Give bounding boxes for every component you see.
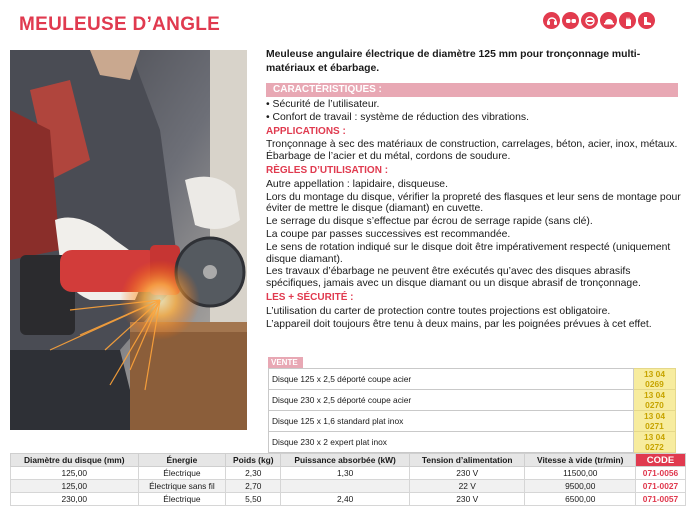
specs-cell: Électrique sans fil	[138, 480, 226, 493]
specs-code-cell: 071-0057	[636, 493, 686, 506]
applications-heading: APPLICATIONS :	[266, 125, 346, 137]
safety-heading: LES + SÉCURITÉ :	[266, 291, 354, 303]
vente-item-label: Disque 125 x 1,6 standard plat inox	[269, 411, 634, 432]
rule-paragraph: La coupe par passes successives est recommandée.	[266, 228, 511, 240]
specs-cell: 230 V	[409, 493, 525, 506]
specs-header-row	[11, 454, 686, 467]
specs-cell: 2,70	[226, 480, 281, 493]
rule-paragraph: Le sens de rotation indiqué sur le disque doit être impérativement respecté (uniquement disque diamant).	[266, 241, 671, 265]
vente-item-code: 13 04 0270	[634, 390, 676, 411]
product-photo	[10, 50, 247, 430]
helmet-icon	[600, 12, 617, 29]
product-details	[266, 99, 686, 331]
vente-item-label: Disque 230 x 2 expert plat inox	[269, 432, 634, 453]
goggles-icon	[562, 12, 579, 29]
characteristic-item: • Confort de travail : système de réduction des vibrations.	[266, 111, 529, 123]
vente-item-label: Disque 125 x 2,5 déporté coupe acier	[269, 369, 634, 390]
vente-label: VENTE	[268, 357, 303, 368]
rule-paragraph: Lors du montage du disque, vérifier la propreté des flasques et leur sens de montage pour éviter de mettre le disque (diamant) en cuvette.	[266, 191, 681, 215]
table-row	[11, 467, 686, 480]
specs-cell: 2,30	[226, 467, 281, 480]
specs-cell: 125,00	[11, 480, 139, 493]
specs-cell: Électrique	[138, 467, 226, 480]
safety-paragraph: L’appareil doit toujours être tenu à deux mains, par les poignées prévues à cet effet.	[266, 318, 652, 330]
safety-paragraph: L’utilisation du carter de protection contre toutes projections est obligatoire.	[266, 305, 611, 317]
ear-protection-icon	[543, 12, 560, 29]
rule-paragraph: Les travaux d’ébarbage ne peuvent être exécutés qu’avec des disques abrasifs spécifiques, jamais avec un disque diamant ou un disque abrasif de tronçonnage.	[266, 266, 641, 290]
specs-cell: 5,50	[226, 493, 281, 506]
specs-header-voltage: Tension d’alimentation	[409, 454, 525, 467]
rule-paragraph: Le serrage du disque s’effectue par écrou de serrage rapide (sans clé).	[266, 216, 593, 228]
specs-cell: 125,00	[11, 467, 139, 480]
vente-item-code: 13 04 0272	[634, 432, 676, 453]
vente-item-code: 13 04 0271	[634, 411, 676, 432]
page-title: MEULEUSE D’ANGLE	[19, 14, 221, 35]
specs-header-speed: Vitesse à vide (tr/min)	[525, 454, 636, 467]
face-shield-icon	[581, 12, 598, 29]
vente-row	[269, 432, 676, 453]
vente-row	[269, 411, 676, 432]
vente-table	[268, 368, 676, 453]
vente-row	[269, 369, 676, 390]
specs-code-cell: 071-0056	[636, 467, 686, 480]
vente-row	[269, 390, 676, 411]
gloves-icon	[619, 12, 636, 29]
characteristics-heading: CARACTÉRISTIQUES :	[266, 83, 678, 97]
product-description: Meuleuse angulaire électrique de diamètre 125 mm pour tronçonnage multi-matériaux et ébarbage.	[266, 49, 641, 74]
rules-heading: RÈGLES D’UTILISATION :	[266, 164, 389, 176]
table-row	[11, 480, 686, 493]
applications-text: Tronçonnage à sec des matériaux de construction, carrelages, béton, acier, inox, métaux. Ébarbage de l’acier et du métal, cordons de soudure.	[266, 139, 678, 163]
specs-code-cell: 071-0027	[636, 480, 686, 493]
specs-cell: 11500,00	[525, 467, 636, 480]
specs-cell: 230 V	[409, 467, 525, 480]
characteristic-item: • Sécurité de l’utilisateur.	[266, 99, 380, 110]
specs-cell: 2,40	[281, 493, 410, 506]
table-row	[11, 493, 686, 506]
specs-cell: 6500,00	[525, 493, 636, 506]
ppe-icons	[543, 12, 655, 29]
specs-header-power: Puissance absorbée (kW)	[281, 454, 410, 467]
specs-header-diameter: Diamètre du disque (mm)	[11, 454, 139, 467]
specs-cell: 1,30	[281, 467, 410, 480]
specs-header-energy: Énergie	[138, 454, 226, 467]
vente-item-label: Disque 230 x 2,5 déporté coupe acier	[269, 390, 634, 411]
specs-table	[10, 453, 686, 506]
specs-cell: Électrique	[138, 493, 226, 506]
vente-item-code: 13 04 0269	[634, 369, 676, 390]
specs-cell	[281, 480, 410, 493]
specs-cell: 22 V	[409, 480, 525, 493]
specs-cell: 230,00	[11, 493, 139, 506]
rule-paragraph: Autre appellation : lapidaire, disqueuse.	[266, 178, 448, 190]
specs-cell: 9500,00	[525, 480, 636, 493]
specs-header-code: CODE	[636, 454, 686, 467]
specs-header-weight: Poids (kg)	[226, 454, 281, 467]
safety-boots-icon	[638, 12, 655, 29]
